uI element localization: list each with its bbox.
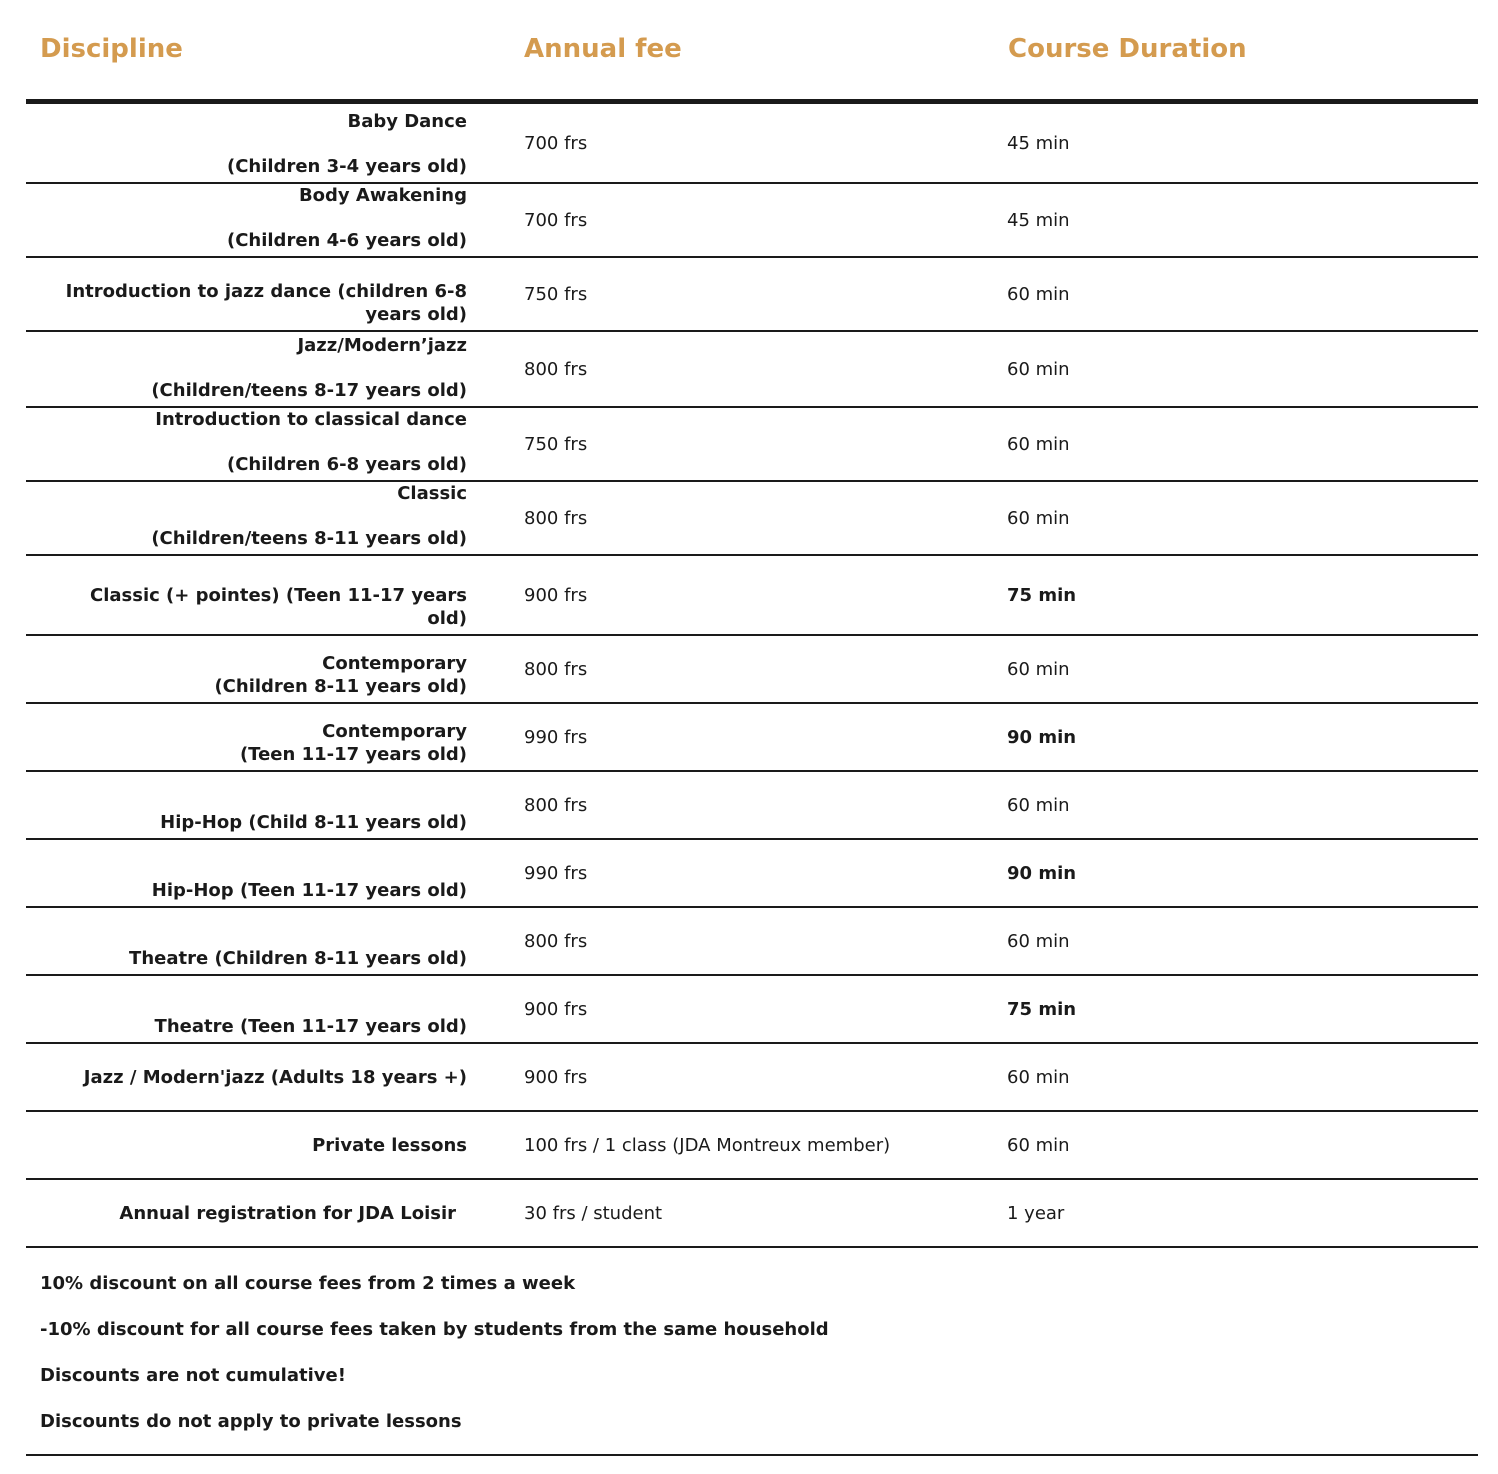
fee-cell: 750 frs	[524, 283, 588, 305]
table-row	[26, 184, 1478, 258]
table-row	[26, 704, 1478, 772]
fee-cell: 900 frs	[524, 1066, 588, 1088]
duration-cell: 60 min	[1007, 1134, 1070, 1156]
table-row	[26, 104, 1478, 184]
discipline-name: Hip-Hop (Child 8-11 years old)	[160, 812, 467, 833]
discipline-name: Contemporary	[322, 721, 467, 742]
pricing-table	[26, 0, 1478, 1248]
fee-cell: 800 frs	[524, 658, 588, 680]
discipline-cell	[26, 772, 510, 838]
table-row	[26, 1112, 1478, 1180]
discipline-name: Theatre (Children 8-11 years old)	[129, 948, 467, 969]
discipline-age: (Children 3-4 years old)	[226, 156, 467, 177]
table-row	[26, 408, 1478, 482]
discipline-cell	[26, 636, 510, 702]
table-row	[26, 258, 1478, 332]
discipline-cell	[26, 704, 510, 770]
discipline-name: Theatre (Teen 11-17 years old)	[154, 1016, 467, 1037]
fee-cell: 900 frs	[524, 584, 588, 606]
duration-cell: 60 min	[1007, 433, 1070, 455]
duration-cell: 60 min	[1007, 658, 1070, 680]
fee-cell: 100 frs / 1 class (JDA Montreux member)	[524, 1134, 891, 1156]
discipline-cell	[26, 840, 510, 906]
duration-cell: 60 min	[1007, 930, 1070, 952]
header-course-duration: Course Duration	[1008, 34, 1247, 64]
duration-cell: 60 min	[1007, 1066, 1070, 1088]
duration-cell: 60 min	[1007, 358, 1070, 380]
table-row	[26, 332, 1478, 408]
table-header	[26, 0, 1478, 104]
note-item: -10% discount for all course fees taken by students from the same household	[40, 1319, 829, 1340]
table-row	[26, 772, 1478, 840]
discipline-age: (Teen 11-17 years old)	[239, 744, 467, 765]
duration-cell: 45 min	[1007, 132, 1070, 154]
discipline-age: old)	[427, 608, 467, 629]
discipline-age: (Children/teens 8-11 years old)	[151, 528, 467, 549]
table-row	[26, 1044, 1478, 1112]
fee-cell: 750 frs	[524, 433, 588, 455]
fee-cell: 800 frs	[524, 930, 588, 952]
header-discipline: Discipline	[40, 34, 183, 64]
fee-cell: 800 frs	[524, 794, 588, 816]
discipline-name: Body Awakening	[298, 185, 467, 206]
discount-notes	[26, 1247, 1478, 1456]
header-annual-fee: Annual fee	[524, 34, 682, 64]
discipline-name: Jazz / Modern'jazz (Adults 18 years +)	[83, 1066, 467, 1088]
note-item: Discounts are not cumulative!	[40, 1365, 346, 1386]
discipline-name: Contemporary	[322, 653, 467, 674]
discipline-name: Private lessons	[312, 1134, 467, 1156]
discipline-cell	[26, 1112, 510, 1178]
table-row	[26, 1180, 1478, 1248]
duration-cell: 90 min	[1007, 862, 1077, 884]
fee-cell: 990 frs	[524, 726, 588, 748]
discipline-age: (Children/teens 8-17 years old)	[151, 380, 467, 401]
discipline-name: Introduction to jazz dance (children 6-8	[65, 281, 467, 302]
duration-cell: 60 min	[1007, 283, 1070, 305]
table-row	[26, 556, 1478, 636]
discipline-cell	[26, 556, 510, 634]
discipline-name: Hip-Hop (Teen 11-17 years old)	[151, 880, 467, 901]
discipline-name: Introduction to classical dance	[155, 409, 467, 430]
discipline-age: (Children 4-6 years old)	[226, 230, 467, 251]
table-row	[26, 840, 1478, 908]
duration-cell: 1 year	[1007, 1202, 1065, 1224]
fee-cell: 800 frs	[524, 358, 588, 380]
fee-cell: 700 frs	[524, 132, 588, 154]
note-item: Discounts do not apply to private lessons	[40, 1411, 462, 1432]
duration-cell: 45 min	[1007, 209, 1070, 231]
discipline-cell	[26, 104, 510, 182]
table-row	[26, 908, 1478, 976]
discipline-cell	[26, 258, 510, 330]
discipline-cell	[26, 908, 510, 974]
table-row	[26, 482, 1478, 556]
discipline-name: Classic (+ pointes) (Teen 11-17 years	[89, 585, 467, 606]
fee-cell: 900 frs	[524, 998, 588, 1020]
fee-cell: 30 frs / student	[524, 1202, 663, 1224]
discipline-age: years old)	[365, 304, 467, 325]
discipline-name: Classic	[397, 483, 467, 504]
discipline-cell	[26, 1044, 510, 1110]
fee-cell: 800 frs	[524, 507, 588, 529]
fee-cell: 990 frs	[524, 862, 588, 884]
discipline-cell	[26, 332, 510, 406]
note-item: 10% discount on all course fees from 2 times a week	[40, 1273, 576, 1294]
fee-cell: 700 frs	[524, 209, 588, 231]
discipline-cell	[26, 1180, 510, 1246]
discipline-name: Baby Dance	[347, 111, 467, 132]
discipline-name: Annual registration for JDA Loisir	[119, 1202, 456, 1224]
discipline-name: Jazz/Modern’jazz	[297, 335, 467, 356]
duration-cell: 75 min	[1007, 998, 1077, 1020]
duration-cell: 90 min	[1007, 726, 1077, 748]
discipline-cell	[26, 976, 510, 1042]
discipline-age: (Children 6-8 years old)	[226, 454, 467, 475]
discipline-cell	[26, 482, 510, 554]
table-row	[26, 636, 1478, 704]
table-row	[26, 976, 1478, 1044]
duration-cell: 60 min	[1007, 794, 1070, 816]
duration-cell: 60 min	[1007, 507, 1070, 529]
discipline-cell	[26, 184, 510, 256]
duration-cell: 75 min	[1007, 584, 1077, 606]
discipline-age: (Children 8-11 years old)	[214, 676, 467, 697]
discipline-cell	[26, 408, 510, 480]
